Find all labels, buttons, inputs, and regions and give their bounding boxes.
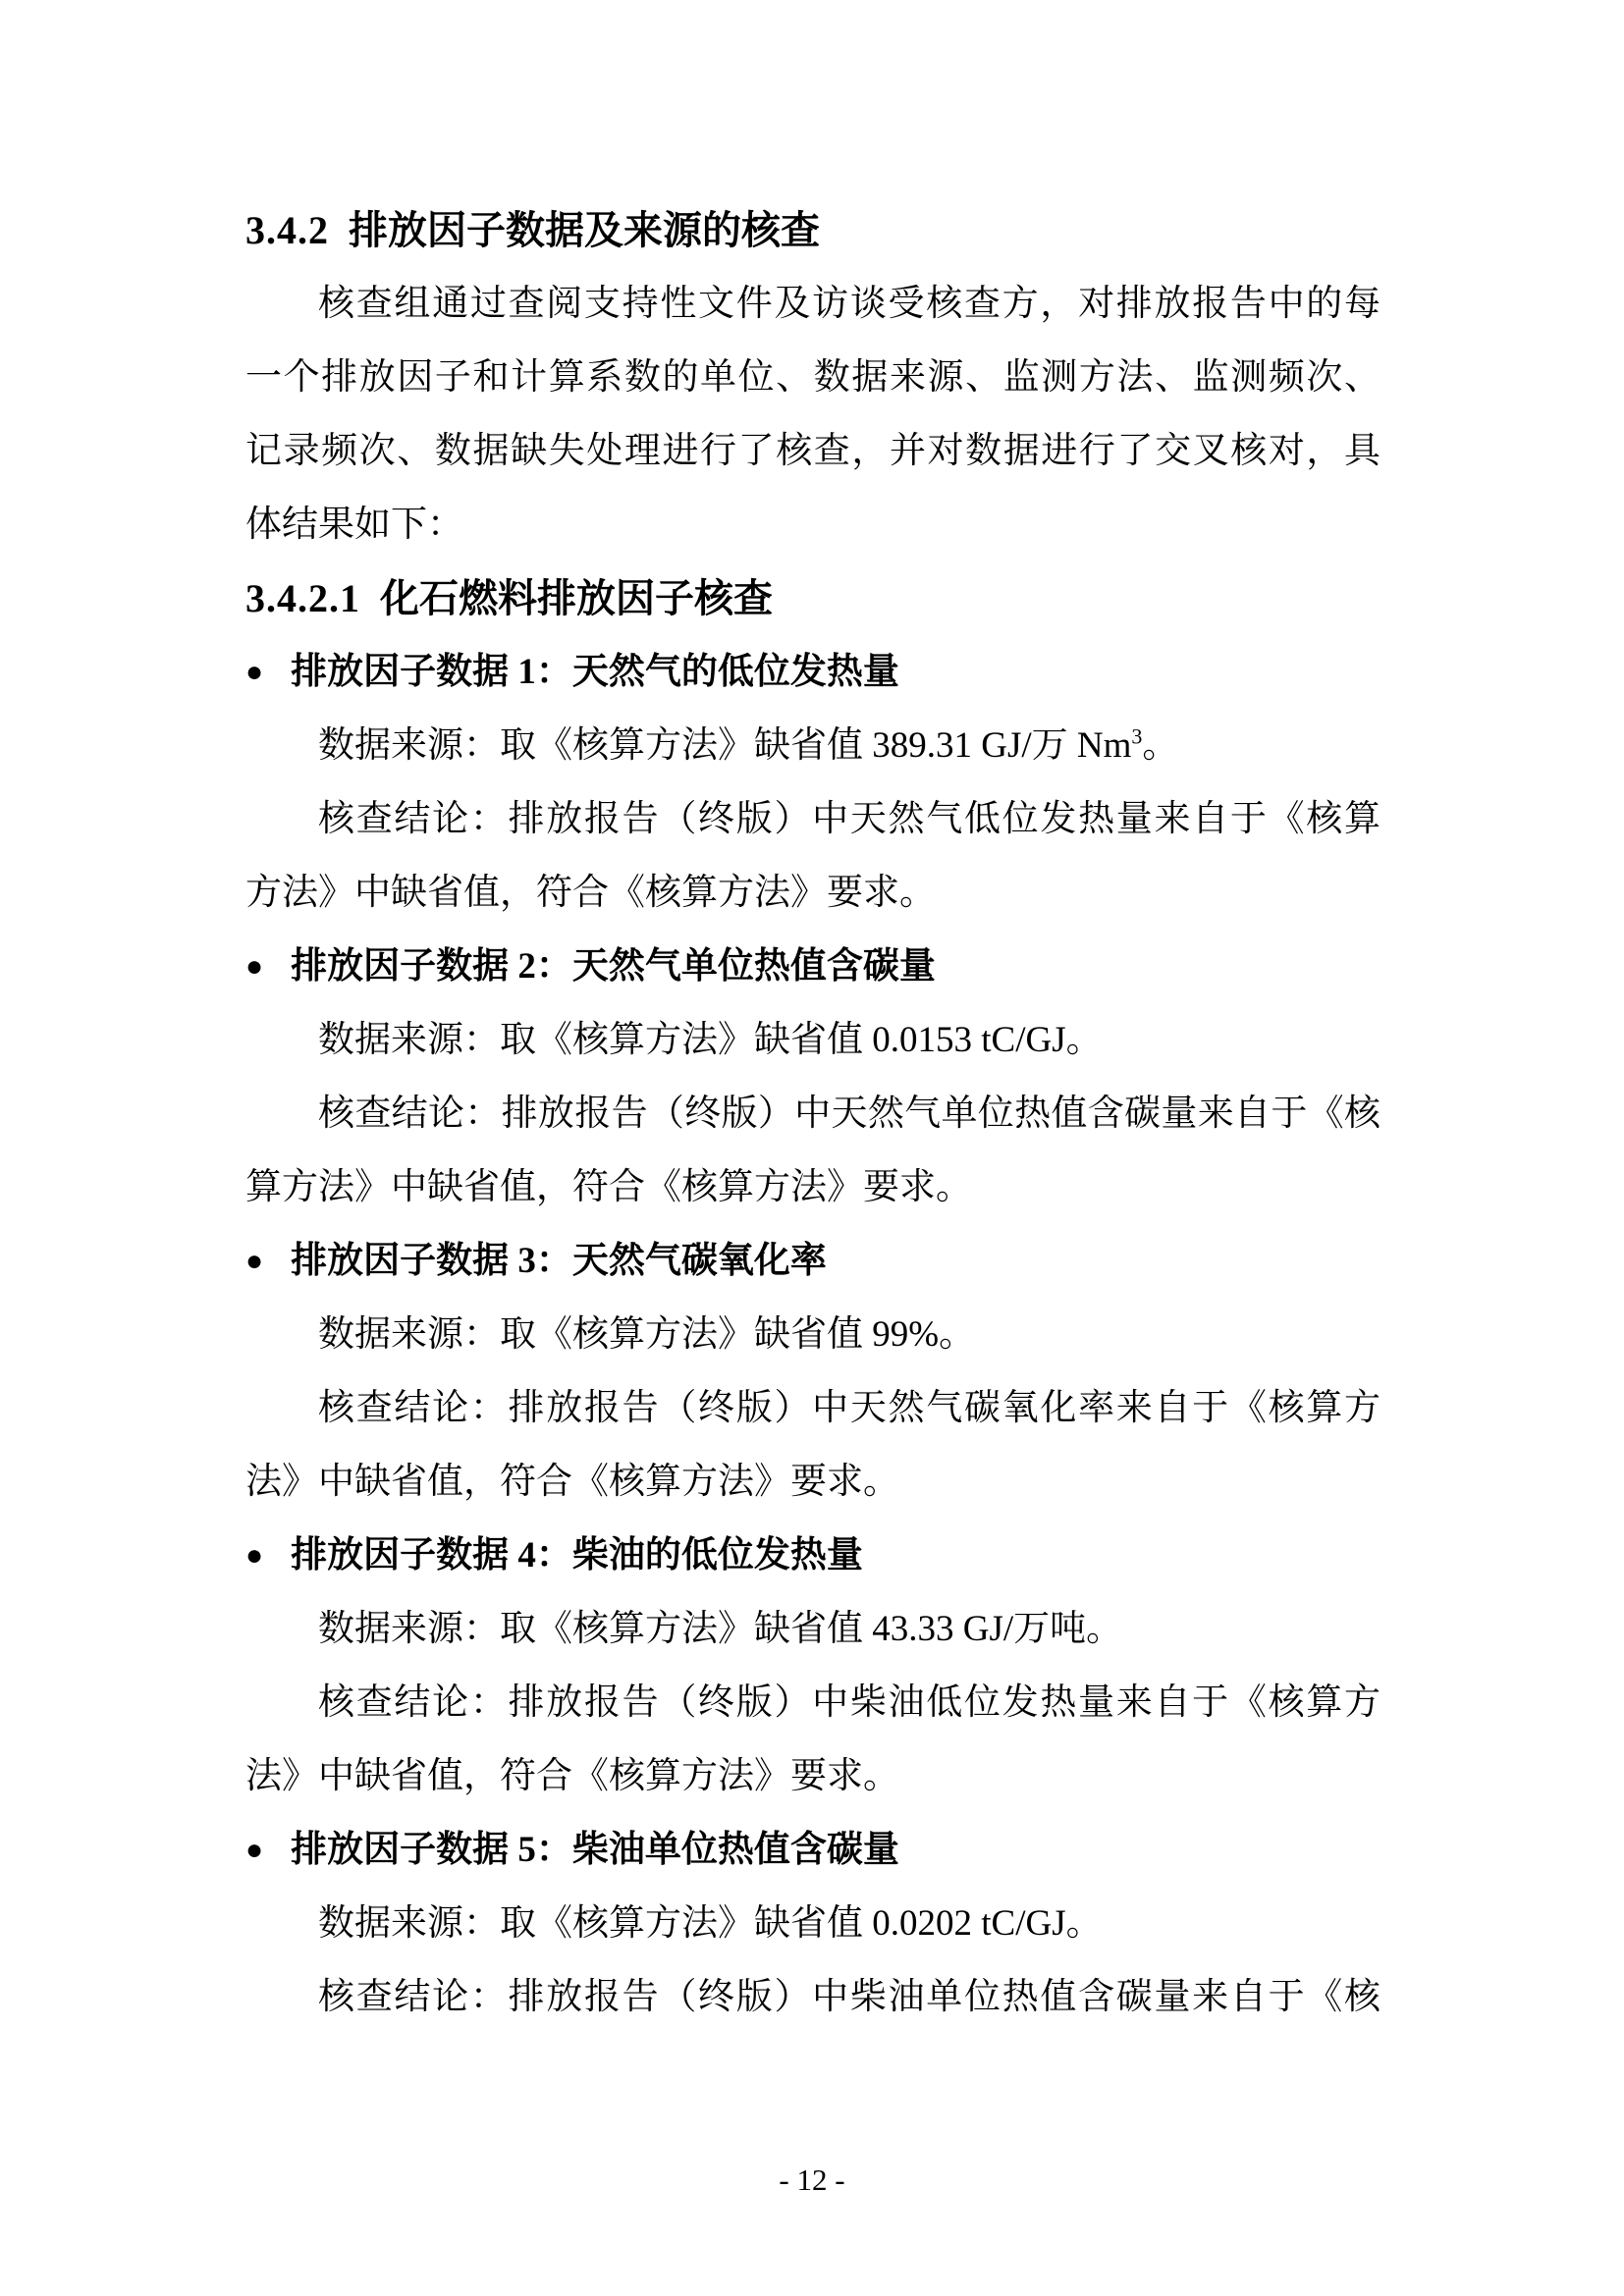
conclusion-line: 核查结论：排放报告（终版）中天然气碳氧化率来自于《核算方 (318, 1388, 1380, 1428)
section-heading-3421 (245, 561, 1380, 635)
section-title: 排放因子数据及来源的核查 (349, 208, 820, 252)
section-number: 3.4.2.1 (245, 576, 360, 620)
bullet-icon: ● (245, 1245, 264, 1277)
source-text-end: 。 (1086, 1609, 1123, 1649)
source-text: 数据来源：取《核算方法》缺省值 0.0153 tC/GJ (318, 1020, 1066, 1060)
source-text: 数据来源：取《核算方法》缺省值 0.0202 tC/GJ (318, 1903, 1066, 1944)
conclusion-line: 法》中缺省值，符合《核算方法》要求。 (245, 1462, 899, 1502)
paragraph-line: 一个排放因子和计算系数的单位、数据来源、监测方法、监测频次、 (245, 357, 1380, 398)
source-text: 数据来源：取《核算方法》缺省值 389.31 GJ/万 Nm (318, 725, 1132, 766)
conclusion-line: 核查结论：排放报告（终版）中柴油低位发热量来自于《核算方 (318, 1682, 1380, 1723)
bullet-label: 排放因子数据 5：柴油单位热值含碳量 (291, 1830, 899, 1870)
source-line (245, 1003, 1380, 1077)
bullet-icon: ● (245, 950, 264, 983)
bullet-label: 排放因子数据 2：天然气单位热值含碳量 (291, 946, 936, 987)
bullet-item (245, 1813, 1380, 1887)
bullet-icon: ● (245, 1539, 264, 1572)
conclusion-line: 核查结论：排放报告（终版）中天然气单位热值含碳量来自于《核 (318, 1094, 1380, 1134)
bullet-icon: ● (245, 1834, 264, 1866)
paragraph-line: 记录频次、数据缺失处理进行了核查，并对数据进行了交叉核对，具 (245, 431, 1380, 471)
conclusion-line: 法》中缺省值，符合《核算方法》要求。 (245, 1756, 899, 1796)
bullet-item (245, 1519, 1380, 1592)
bullet-label: 排放因子数据 1：天然气的低位发热量 (291, 652, 899, 692)
superscript: 3 (1131, 723, 1143, 749)
bullet-label: 排放因子数据 3：天然气碳氧化率 (291, 1241, 827, 1281)
section-title: 化石燃料排放因子核查 (380, 576, 773, 620)
source-text-end: 。 (1065, 1020, 1103, 1060)
source-line (245, 1592, 1380, 1666)
section-number: 3.4.2 (245, 208, 329, 252)
page-content (245, 193, 1380, 2034)
bullet-item (245, 635, 1380, 709)
source-text-end: 。 (1065, 1903, 1103, 1944)
source-text-end: 。 (1142, 725, 1179, 766)
conclusion-line: 算方法》中缺省值，符合《核算方法》要求。 (245, 1167, 972, 1207)
source-text: 数据来源：取《核算方法》缺省值 99% (318, 1314, 940, 1355)
page-number: - 12 - (779, 2163, 845, 2197)
source-line (245, 1887, 1380, 1960)
conclusion-line: 方法》中缺省值，符合《核算方法》要求。 (245, 873, 936, 913)
conclusion-line: 核查结论：排放报告（终版）中柴油单位热值含碳量来自于《核 (318, 1977, 1380, 2017)
bullet-label: 排放因子数据 4：柴油的低位发热量 (291, 1535, 863, 1575)
bullet-item (245, 930, 1380, 1003)
paragraph-line: 体结果如下： (245, 505, 463, 545)
conclusion-line: 核查结论：排放报告（终版）中天然气低位发热量来自于《核算 (318, 799, 1380, 839)
bullet-item (245, 1224, 1380, 1298)
section-heading-342 (245, 193, 1380, 267)
bullet-icon: ● (245, 656, 264, 688)
source-text: 数据来源：取《核算方法》缺省值 43.33 GJ/万吨 (318, 1609, 1087, 1649)
source-line (245, 709, 1380, 782)
source-text-end: 。 (939, 1314, 976, 1355)
paragraph-line: 核查组通过查阅支持性文件及访谈受核查方，对排放报告中的每 (318, 284, 1380, 324)
source-line (245, 1298, 1380, 1371)
